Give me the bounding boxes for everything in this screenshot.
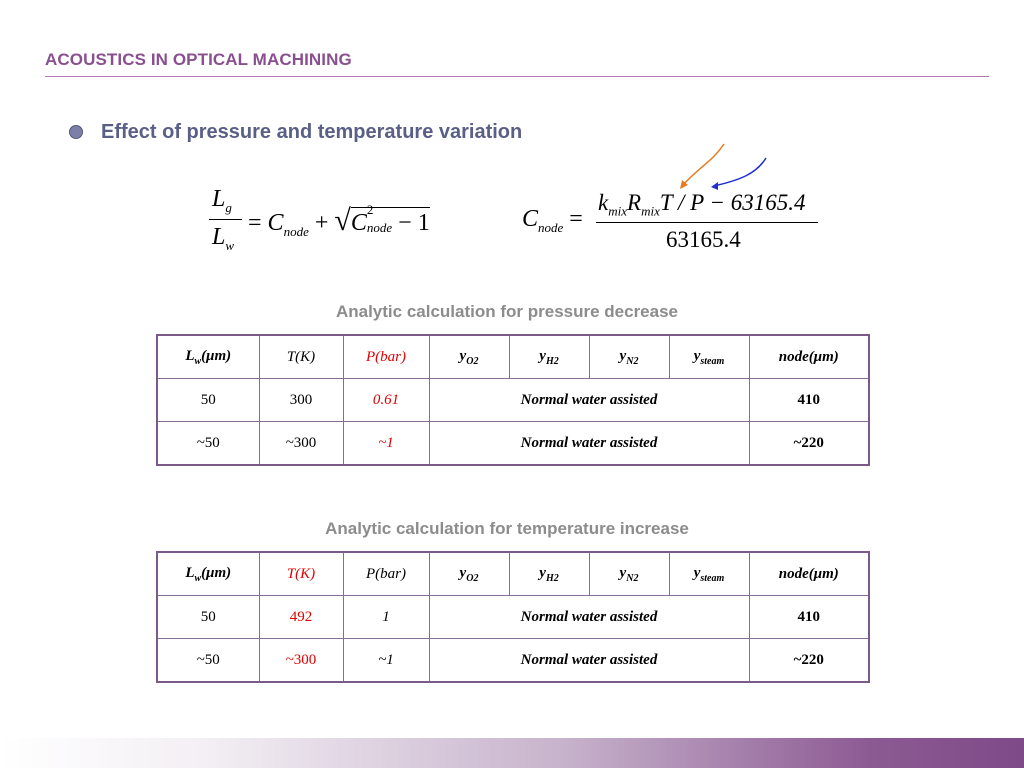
- eq1-fraction-bar: [209, 219, 242, 220]
- table-row: [157, 596, 869, 639]
- cell-gas: Normal water assisted: [429, 639, 749, 683]
- cell-node: ~220: [749, 639, 869, 683]
- header-lw: $L_w(\mu m)$: [157, 552, 259, 596]
- table-row: [157, 422, 869, 466]
- bullet-icon: [69, 125, 83, 139]
- header-t: T(K): [259, 335, 343, 379]
- header-t: T(K): [259, 552, 343, 596]
- header-yo2: $y_{O2}$: [429, 552, 509, 596]
- header-ysteam: $y_{steam}$: [669, 335, 749, 379]
- eq2-fraction-bar: [596, 222, 818, 223]
- header-yh2: $y_{H2}$: [509, 552, 589, 596]
- slide-title: ACOUSTICS IN OPTICAL MACHINING: [45, 50, 352, 69]
- footer-gradient-band: [0, 738, 1024, 768]
- table-header-row: [157, 552, 869, 596]
- table1-caption: Analytic calculation for pressure decrease: [335, 302, 679, 321]
- header-p: P(bar): [343, 552, 429, 596]
- blue-arrowhead-icon: [711, 182, 718, 190]
- cell-lw: ~50: [157, 422, 259, 466]
- cell-p: 1: [343, 596, 429, 639]
- cell-lw: 50: [157, 596, 259, 639]
- cell-lw: 50: [157, 379, 259, 422]
- header-p: P(bar): [343, 335, 429, 379]
- cell-node: 410: [749, 379, 869, 422]
- bullet-heading: Effect of pressure and temperature variation: [101, 121, 523, 143]
- table-row: [157, 379, 869, 422]
- cell-p: 0.61: [343, 379, 429, 422]
- eq1-denominator: $L_w$: [212, 224, 235, 253]
- header-yo2: $y_{O2}$: [429, 335, 509, 379]
- blue-arrow-icon: [714, 158, 766, 186]
- temperature-table: [156, 551, 870, 683]
- cell-lw: ~50: [157, 639, 259, 683]
- pressure-table: [156, 334, 870, 466]
- cell-p: ~1: [343, 422, 429, 466]
- cell-t: 300: [259, 379, 343, 422]
- eq1-numerator: $L_g$: [212, 186, 232, 215]
- cell-gas: Normal water assisted: [429, 422, 749, 466]
- header-node: node(μm): [749, 552, 869, 596]
- cell-t: ~300: [259, 639, 343, 683]
- eq2-lhs: $C_{node}$ =: [522, 206, 583, 235]
- eq2-numerator: $k_{mix}R_{mix}T / P - 63165.4$: [598, 190, 806, 219]
- header-yn2: $y_{N2}$: [589, 552, 669, 596]
- header-yn2: $y_{N2}$: [589, 335, 669, 379]
- cell-node: 410: [749, 596, 869, 639]
- eq2-denominator: 63165.4: [666, 227, 741, 252]
- header-node: node(μm): [749, 335, 869, 379]
- cell-gas: Normal water assisted: [429, 596, 749, 639]
- orange-arrow-icon: [682, 144, 724, 186]
- title-divider: [45, 76, 989, 77]
- table2-caption: Analytic calculation for temperature increase: [325, 519, 689, 538]
- cell-t: ~300: [259, 422, 343, 466]
- annotation-arrows: [660, 140, 780, 200]
- header-lw: $L_w(\mu m)$: [157, 335, 259, 379]
- eq1-rhs: = $C_{node} + √C$ 2 node − 1: [248, 202, 430, 239]
- header-ysteam: $y_{steam}$: [669, 552, 749, 596]
- cell-node: ~220: [749, 422, 869, 466]
- table-header-row: [157, 335, 869, 379]
- header-yh2: $y_{H2}$: [509, 335, 589, 379]
- table-row: [157, 639, 869, 683]
- cell-t: 492: [259, 596, 343, 639]
- cell-p: ~1: [343, 639, 429, 683]
- cell-gas: Normal water assisted: [429, 379, 749, 422]
